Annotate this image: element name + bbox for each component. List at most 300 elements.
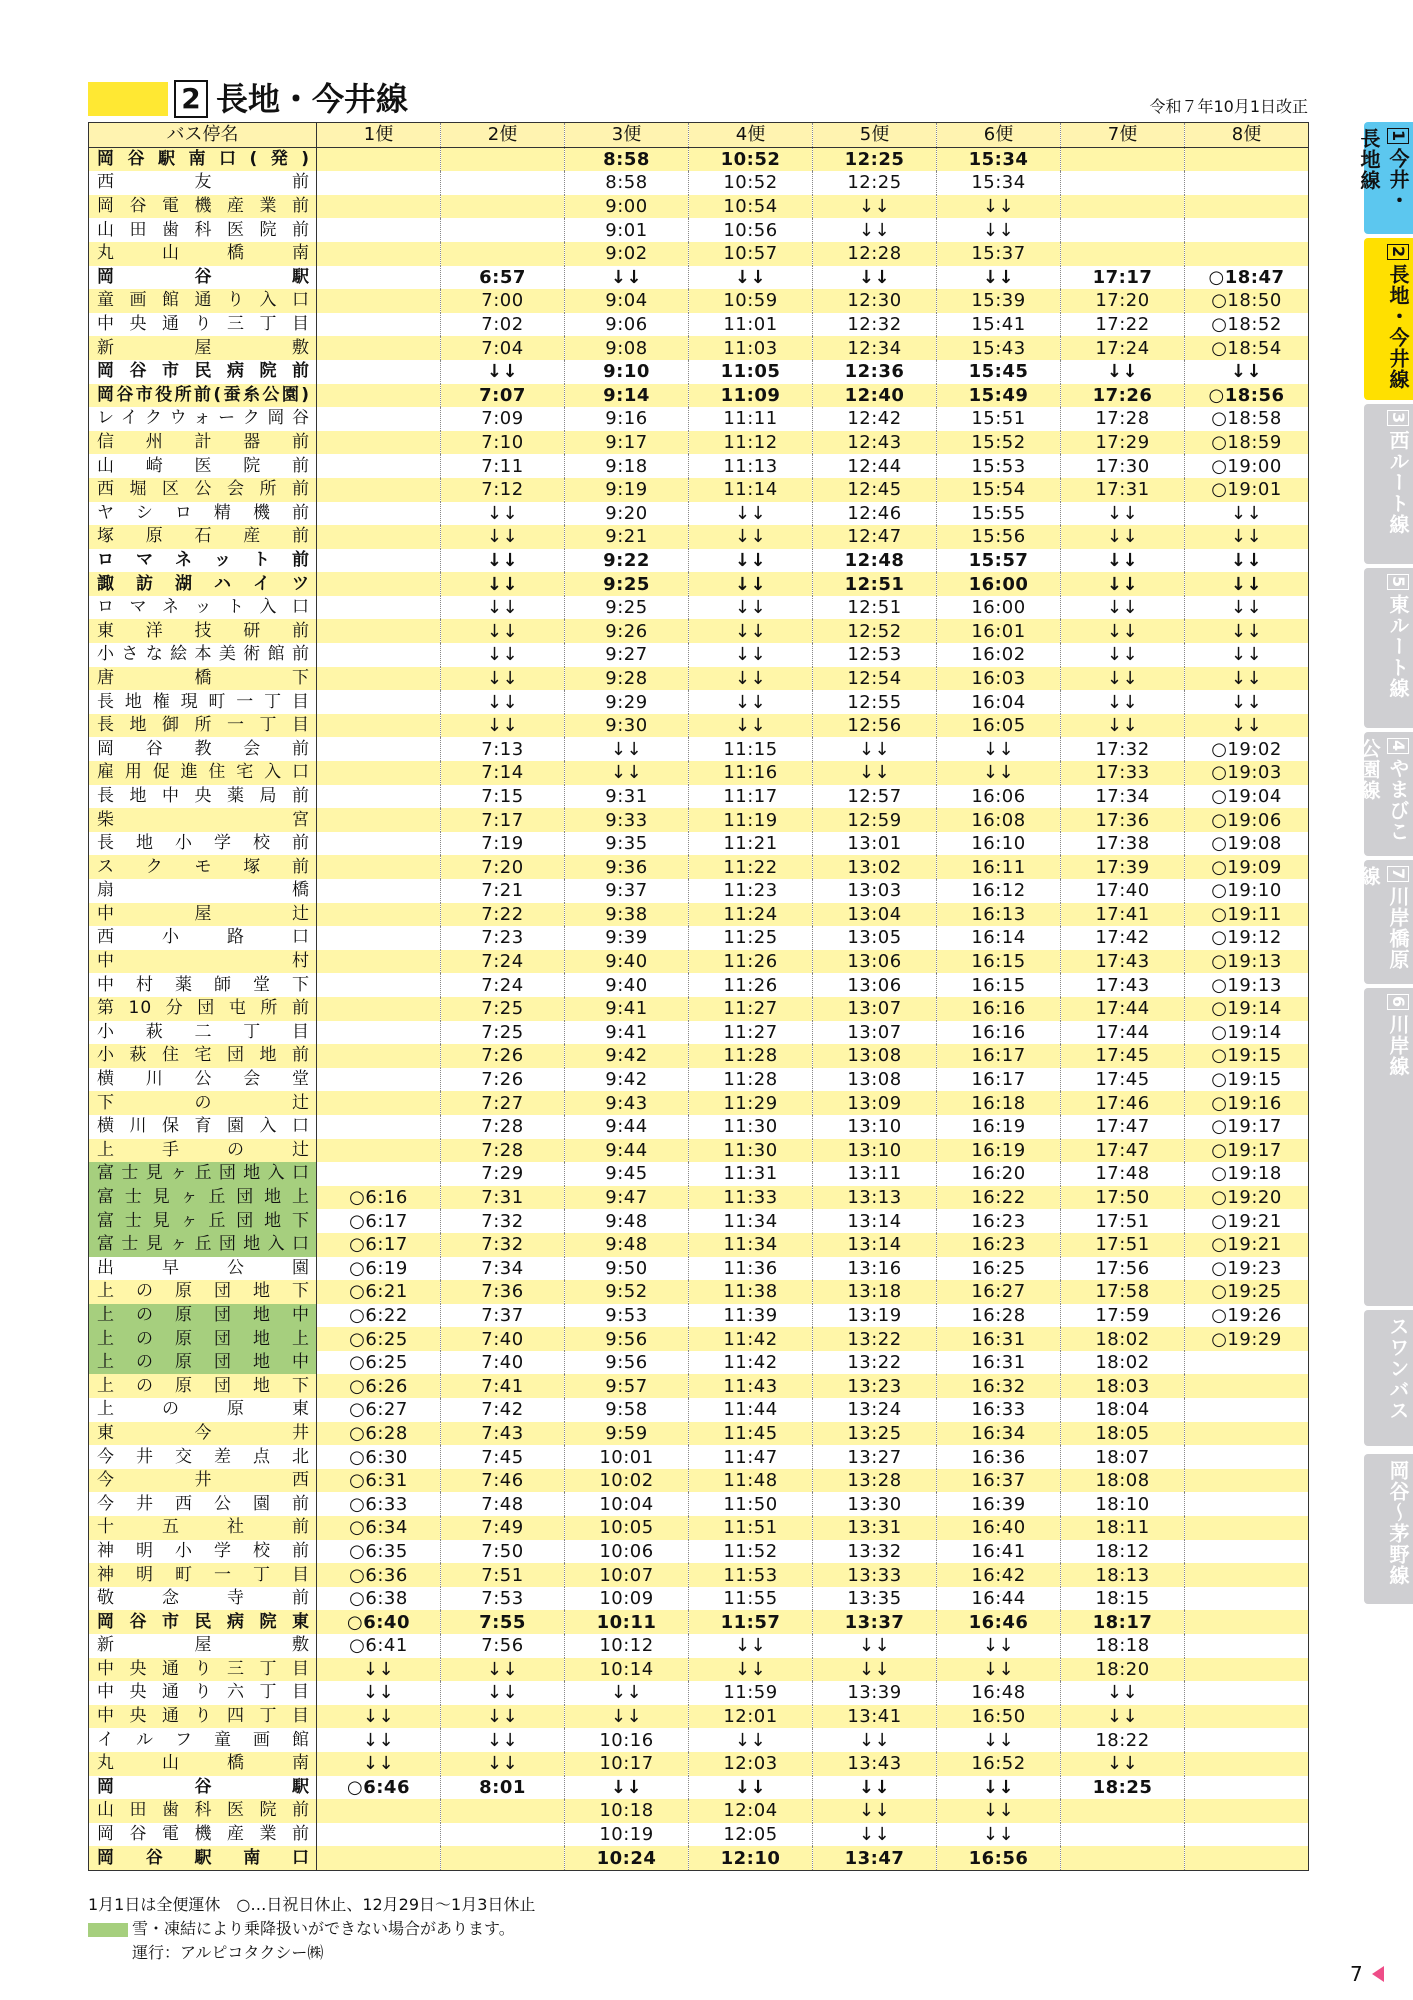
- departure-time: ↓↓: [565, 761, 689, 785]
- departure-time: 11:26: [689, 950, 813, 974]
- departure-time: 17:47: [1061, 1115, 1185, 1139]
- departure-time: [317, 997, 441, 1021]
- departure-time: ↓↓: [1061, 667, 1185, 691]
- departure-time: ↓↓: [1061, 1681, 1185, 1705]
- departure-time: ↓↓: [1185, 549, 1309, 573]
- departure-time: 7:45: [441, 1445, 565, 1469]
- departure-time: ↓↓: [317, 1658, 441, 1682]
- departure-time: [1185, 1516, 1309, 1540]
- departure-time: 12:57: [813, 785, 937, 809]
- departure-time: ↓↓: [441, 714, 565, 738]
- departure-time: [1185, 1563, 1309, 1587]
- departure-time: 17:51: [1061, 1233, 1185, 1257]
- stop-name: 塚原石産前: [89, 525, 317, 549]
- departure-time: 7:04: [441, 336, 565, 360]
- departure-time: 16:19: [937, 1115, 1061, 1139]
- departure-time: 12:55: [813, 690, 937, 714]
- departure-time: [441, 1846, 565, 1870]
- departure-time: 9:17: [565, 431, 689, 455]
- departure-time: 15:41: [937, 313, 1061, 337]
- departure-time: ↓↓: [937, 1823, 1061, 1847]
- stop-name: 中央通り三丁目: [89, 1658, 317, 1682]
- departure-time: ↓↓: [937, 1776, 1061, 1800]
- departure-time: 13:25: [813, 1422, 937, 1446]
- stop-name: 信州計器前: [89, 431, 317, 455]
- page-title: 長地・今井線: [216, 80, 409, 118]
- departure-time: [1185, 1492, 1309, 1516]
- departure-time: [1185, 1846, 1309, 1870]
- departure-time: 11:23: [689, 879, 813, 903]
- departure-time: [1185, 1587, 1309, 1611]
- departure-time: 18:03: [1061, 1374, 1185, 1398]
- departure-time: 17:43: [1061, 973, 1185, 997]
- stop-name: 上の原東: [89, 1398, 317, 1422]
- departure-time: ○19:06: [1185, 808, 1309, 832]
- departure-time: [317, 407, 441, 431]
- departure-time: ○6:22: [317, 1304, 441, 1328]
- stop-name: 中村薬師堂下: [89, 973, 317, 997]
- departure-time: ↓↓: [1185, 619, 1309, 643]
- departure-time: 13:28: [813, 1469, 937, 1493]
- departure-time: 10:18: [565, 1799, 689, 1823]
- departure-time: 7:24: [441, 950, 565, 974]
- departure-time: 17:50: [1061, 1186, 1185, 1210]
- departure-time: 16:08: [937, 808, 1061, 832]
- departure-time: 16:44: [937, 1587, 1061, 1611]
- departure-time: 9:25: [565, 596, 689, 620]
- departure-time: ↓↓: [689, 714, 813, 738]
- departure-time: 17:32: [1061, 737, 1185, 761]
- departure-time: 13:08: [813, 1068, 937, 1092]
- departure-time: ↓↓: [1061, 714, 1185, 738]
- departure-time: 10:52: [689, 171, 813, 195]
- departure-time: ○19:03: [1185, 761, 1309, 785]
- departure-time: [317, 879, 441, 903]
- departure-time: 7:26: [441, 1068, 565, 1092]
- departure-time: [441, 195, 565, 219]
- table-row: [89, 1280, 1309, 1304]
- departure-time: 13:31: [813, 1516, 937, 1540]
- stop-name: 富士見ヶ丘団地下: [89, 1209, 317, 1233]
- departure-time: 13:08: [813, 1044, 937, 1068]
- departure-time: [317, 950, 441, 974]
- departure-time: 9:28: [565, 667, 689, 691]
- departure-time: ↓↓: [441, 596, 565, 620]
- departure-time: [317, 1115, 441, 1139]
- departure-time: 16:15: [937, 950, 1061, 974]
- table-row: [89, 147, 1309, 171]
- route-tab-label: 川岸線: [1386, 1014, 1410, 1078]
- departure-time: 16:33: [937, 1398, 1061, 1422]
- stop-name: 新屋敷: [89, 336, 317, 360]
- stop-name: 出早公園: [89, 1257, 317, 1281]
- departure-time: 7:28: [441, 1139, 565, 1163]
- table-row: [89, 454, 1309, 478]
- departure-time: [317, 336, 441, 360]
- departure-time: 13:24: [813, 1398, 937, 1422]
- departure-time: 11:44: [689, 1398, 813, 1422]
- table-row: [89, 1610, 1309, 1634]
- departure-time: 16:02: [937, 643, 1061, 667]
- stop-name: 下の辻: [89, 1091, 317, 1115]
- departure-time: [1185, 1445, 1309, 1469]
- departure-time: [317, 384, 441, 408]
- route-tab-label: 岡谷～茅野線: [1386, 1460, 1410, 1586]
- departure-time: 16:23: [937, 1233, 1061, 1257]
- stop-name: 今井西: [89, 1469, 317, 1493]
- departure-time: 16:00: [937, 596, 1061, 620]
- departure-time: 18:18: [1061, 1634, 1185, 1658]
- footer-notes: [88, 1893, 535, 1965]
- departure-time: 16:16: [937, 1021, 1061, 1045]
- departure-time: [1185, 1540, 1309, 1564]
- departure-time: 11:24: [689, 903, 813, 927]
- departure-time: 11:51: [689, 1516, 813, 1540]
- departure-time: ○6:41: [317, 1634, 441, 1658]
- departure-time: ○19:01: [1185, 478, 1309, 502]
- table-row: [89, 855, 1309, 879]
- departure-time: 11:16: [689, 761, 813, 785]
- departure-time: 16:17: [937, 1068, 1061, 1092]
- departure-time: 16:27: [937, 1280, 1061, 1304]
- route-tab[interactable]: [1357, 122, 1413, 234]
- column-header-stop: バス停名: [89, 123, 317, 148]
- departure-time: 13:03: [813, 879, 937, 903]
- departure-time: ↓↓: [317, 1705, 441, 1729]
- departure-time: 9:44: [565, 1139, 689, 1163]
- departure-time: 13:16: [813, 1257, 937, 1281]
- table-row: [89, 926, 1309, 950]
- departure-time: ○19:11: [1185, 903, 1309, 927]
- departure-time: ↓↓: [1061, 525, 1185, 549]
- departure-time: 17:46: [1061, 1091, 1185, 1115]
- departure-time: 7:46: [441, 1469, 565, 1493]
- departure-time: 10:14: [565, 1658, 689, 1682]
- departure-time: [1185, 1681, 1309, 1705]
- departure-time: 9:25: [565, 572, 689, 596]
- departure-time: [1185, 1776, 1309, 1800]
- departure-time: 17:30: [1061, 454, 1185, 478]
- departure-time: ↓↓: [689, 502, 813, 526]
- departure-time: [1061, 147, 1185, 171]
- departure-time: [317, 737, 441, 761]
- departure-time: 11:14: [689, 478, 813, 502]
- departure-time: 17:28: [1061, 407, 1185, 431]
- departure-time: 7:10: [441, 431, 565, 455]
- table-row: [89, 1304, 1309, 1328]
- departure-time: 16:13: [937, 903, 1061, 927]
- stop-name: 敬念寺前: [89, 1587, 317, 1611]
- stop-name: 横川公会堂: [89, 1068, 317, 1092]
- departure-time: ↓↓: [813, 1634, 937, 1658]
- departure-time: ↓↓: [1061, 643, 1185, 667]
- table-row: [89, 1823, 1309, 1847]
- departure-time: 17:40: [1061, 879, 1185, 903]
- departure-time: [1185, 1469, 1309, 1493]
- departure-time: 9:27: [565, 643, 689, 667]
- departure-time: 10:59: [689, 289, 813, 313]
- route-tab-label: 東ルート線: [1386, 594, 1410, 700]
- departure-time: ○19:15: [1185, 1068, 1309, 1092]
- departure-time: 15:34: [937, 171, 1061, 195]
- departure-time: [1185, 242, 1309, 266]
- route-tab-number: 1: [1389, 130, 1408, 143]
- departure-time: 17:22: [1061, 313, 1185, 337]
- stop-name: 中央通り四丁目: [89, 1705, 317, 1729]
- departure-time: ↓↓: [565, 266, 689, 290]
- departure-time: 11:48: [689, 1469, 813, 1493]
- departure-time: 15:51: [937, 407, 1061, 431]
- departure-time: 7:21: [441, 879, 565, 903]
- departure-time: [317, 1162, 441, 1186]
- departure-time: 17:56: [1061, 1257, 1185, 1281]
- departure-time: ○6:36: [317, 1563, 441, 1587]
- departure-time: 18:02: [1061, 1351, 1185, 1375]
- table-row: [89, 313, 1309, 337]
- departure-time: 9:45: [565, 1162, 689, 1186]
- page-number: 7: [1350, 1962, 1363, 1986]
- departure-time: ○6:16: [317, 1186, 441, 1210]
- departure-time: [317, 1823, 441, 1847]
- departure-time: ↓↓: [813, 1799, 937, 1823]
- departure-time: ↓↓: [813, 737, 937, 761]
- departure-time: 9:47: [565, 1186, 689, 1210]
- departure-time: 16:46: [937, 1610, 1061, 1634]
- route-tab[interactable]: [1364, 568, 1413, 728]
- departure-time: 11:29: [689, 1091, 813, 1115]
- departure-time: ↓↓: [1061, 1705, 1185, 1729]
- departure-time: 7:02: [441, 313, 565, 337]
- departure-time: 11:57: [689, 1610, 813, 1634]
- departure-time: 11:53: [689, 1563, 813, 1587]
- departure-time: 12:51: [813, 596, 937, 620]
- departure-time: 9:57: [565, 1374, 689, 1398]
- departure-time: [317, 147, 441, 171]
- departure-time: 17:38: [1061, 832, 1185, 856]
- table-row: [89, 1705, 1309, 1729]
- departure-time: ↓↓: [1185, 502, 1309, 526]
- departure-time: ↓↓: [689, 572, 813, 596]
- departure-time: ○18:59: [1185, 431, 1309, 455]
- departure-time: 7:48: [441, 1492, 565, 1516]
- departure-time: ○19:13: [1185, 950, 1309, 974]
- departure-time: 17:34: [1061, 785, 1185, 809]
- route-tab[interactable]: [1364, 1454, 1413, 1604]
- route-tab[interactable]: [1364, 404, 1413, 564]
- departure-time: 13:04: [813, 903, 937, 927]
- departure-time: 12:54: [813, 667, 937, 691]
- stop-name: 神明小学校前: [89, 1540, 317, 1564]
- departure-time: 16:40: [937, 1516, 1061, 1540]
- departure-time: 17:31: [1061, 478, 1185, 502]
- stop-name: 上の原団地下: [89, 1374, 317, 1398]
- departure-time: 7:40: [441, 1351, 565, 1375]
- departure-time: 11:22: [689, 855, 813, 879]
- departure-time: 16:48: [937, 1681, 1061, 1705]
- departure-time: 10:04: [565, 1492, 689, 1516]
- departure-time: 10:54: [689, 195, 813, 219]
- departure-time: 9:58: [565, 1398, 689, 1422]
- departure-time: 11:05: [689, 360, 813, 384]
- departure-time: ↓↓: [565, 1776, 689, 1800]
- departure-time: 16:04: [937, 690, 1061, 714]
- departure-time: ↓↓: [565, 737, 689, 761]
- route-tab[interactable]: [1357, 860, 1413, 984]
- stop-name: 岡谷市民病院前: [89, 360, 317, 384]
- stop-name: 第10分団屯所前: [89, 997, 317, 1021]
- route-tab[interactable]: [1364, 238, 1413, 400]
- departure-time: 16:16: [937, 997, 1061, 1021]
- departure-time: [317, 1068, 441, 1092]
- column-header-trip: 8便: [1185, 123, 1309, 148]
- column-header-trip: 4便: [689, 123, 813, 148]
- table-row: [89, 808, 1309, 832]
- stop-name: 上の原団地中: [89, 1304, 317, 1328]
- departure-time: 7:13: [441, 737, 565, 761]
- departure-time: ○6:35: [317, 1540, 441, 1564]
- departure-time: 9:35: [565, 832, 689, 856]
- departure-time: 11:28: [689, 1068, 813, 1092]
- table-row: [89, 1068, 1309, 1092]
- departure-time: 10:09: [565, 1587, 689, 1611]
- departure-time: ○6:33: [317, 1492, 441, 1516]
- departure-time: 9:56: [565, 1351, 689, 1375]
- departure-time: ○6:31: [317, 1469, 441, 1493]
- departure-time: 11:30: [689, 1139, 813, 1163]
- departure-time: 9:40: [565, 950, 689, 974]
- departure-time: ↓↓: [1185, 714, 1309, 738]
- departure-time: ○19:10: [1185, 879, 1309, 903]
- departure-time: ○18:47: [1185, 266, 1309, 290]
- departure-time: 9:42: [565, 1068, 689, 1092]
- departure-time: 10:16: [565, 1728, 689, 1752]
- departure-time: [317, 619, 441, 643]
- departure-time: 17:42: [1061, 926, 1185, 950]
- departure-time: [317, 171, 441, 195]
- departure-time: 17:24: [1061, 336, 1185, 360]
- departure-time: 18:22: [1061, 1728, 1185, 1752]
- departure-time: [1185, 1422, 1309, 1446]
- departure-time: 11:42: [689, 1351, 813, 1375]
- departure-time: 15:37: [937, 242, 1061, 266]
- departure-time: 7:11: [441, 454, 565, 478]
- departure-time: 13:07: [813, 997, 937, 1021]
- departure-time: 16:15: [937, 973, 1061, 997]
- departure-time: [1185, 218, 1309, 242]
- stop-name: ロマネット入口: [89, 596, 317, 620]
- departure-time: 16:56: [937, 1846, 1061, 1870]
- departure-time: 10:06: [565, 1540, 689, 1564]
- route-tab[interactable]: [1364, 1310, 1413, 1446]
- departure-time: 7:37: [441, 1304, 565, 1328]
- departure-time: 18:15: [1061, 1587, 1185, 1611]
- departure-time: 9:29: [565, 690, 689, 714]
- departure-time: 13:22: [813, 1351, 937, 1375]
- departure-time: ↓↓: [1185, 596, 1309, 620]
- departure-time: ○6:38: [317, 1587, 441, 1611]
- route-tab[interactable]: [1364, 988, 1413, 1306]
- stop-name: 扇橋: [89, 879, 317, 903]
- route-tab-number: 7: [1389, 868, 1408, 881]
- departure-time: 7:56: [441, 1634, 565, 1658]
- departure-time: 6:57: [441, 266, 565, 290]
- departure-time: 7:36: [441, 1280, 565, 1304]
- table-row: [89, 1445, 1309, 1469]
- departure-time: 16:19: [937, 1139, 1061, 1163]
- departure-time: [317, 242, 441, 266]
- departure-time: 18:20: [1061, 1658, 1185, 1682]
- departure-time: 16:41: [937, 1540, 1061, 1564]
- departure-time: [1185, 1374, 1309, 1398]
- departure-time: [317, 1139, 441, 1163]
- departure-time: ↓↓: [441, 549, 565, 573]
- departure-time: 17:59: [1061, 1304, 1185, 1328]
- stop-name: 中村: [89, 950, 317, 974]
- departure-time: ↓↓: [441, 690, 565, 714]
- departure-time: 9:08: [565, 336, 689, 360]
- departure-time: 13:14: [813, 1233, 937, 1257]
- departure-time: 9:40: [565, 973, 689, 997]
- departure-time: 12:01: [689, 1705, 813, 1729]
- departure-time: 16:10: [937, 832, 1061, 856]
- stop-name: 雇用促進住宅入口: [89, 761, 317, 785]
- table-row: [89, 1327, 1309, 1351]
- departure-time: 16:22: [937, 1186, 1061, 1210]
- departure-time: 16:20: [937, 1162, 1061, 1186]
- departure-time: 15:55: [937, 502, 1061, 526]
- departure-time: [1185, 1705, 1309, 1729]
- departure-time: 10:11: [565, 1610, 689, 1634]
- departure-time: 15:45: [937, 360, 1061, 384]
- departure-time: 12:25: [813, 147, 937, 171]
- departure-time: 17:58: [1061, 1280, 1185, 1304]
- stop-name: 上の原団地上: [89, 1327, 317, 1351]
- table-row: [89, 502, 1309, 526]
- table-row: [89, 289, 1309, 313]
- operator-note: 運行：アルピコタクシー㈱: [132, 1943, 324, 1962]
- stop-name: 富士見ヶ丘団地入口: [89, 1233, 317, 1257]
- departure-time: 17:44: [1061, 997, 1185, 1021]
- column-header-trip: 2便: [441, 123, 565, 148]
- departure-time: ○19:23: [1185, 1257, 1309, 1281]
- departure-time: 7:27: [441, 1091, 565, 1115]
- stop-name: 神明町一丁目: [89, 1563, 317, 1587]
- departure-time: 16:34: [937, 1422, 1061, 1446]
- departure-time: 18:07: [1061, 1445, 1185, 1469]
- departure-time: ↓↓: [1061, 549, 1185, 573]
- departure-time: 9:20: [565, 502, 689, 526]
- table-row: [89, 1044, 1309, 1068]
- departure-time: [317, 855, 441, 879]
- table-row: [89, 1021, 1309, 1045]
- route-tab[interactable]: [1357, 732, 1413, 856]
- departure-time: ○18:52: [1185, 313, 1309, 337]
- departure-time: [317, 808, 441, 832]
- table-row: [89, 242, 1309, 266]
- stop-name: 西堀区公会所前: [89, 478, 317, 502]
- departure-time: 16:03: [937, 667, 1061, 691]
- table-row: [89, 1374, 1309, 1398]
- table-row: [89, 1398, 1309, 1422]
- departure-time: 13:43: [813, 1752, 937, 1776]
- departure-time: [317, 313, 441, 337]
- departure-time: [317, 195, 441, 219]
- departure-time: 7:25: [441, 1021, 565, 1045]
- departure-time: 12:53: [813, 643, 937, 667]
- departure-time: 12:30: [813, 289, 937, 313]
- footer-note-holiday: 1月1日は全便運休 ○…日祝日休止、12月29日～1月3日休止: [88, 1895, 536, 1914]
- departure-time: ↓↓: [1185, 525, 1309, 549]
